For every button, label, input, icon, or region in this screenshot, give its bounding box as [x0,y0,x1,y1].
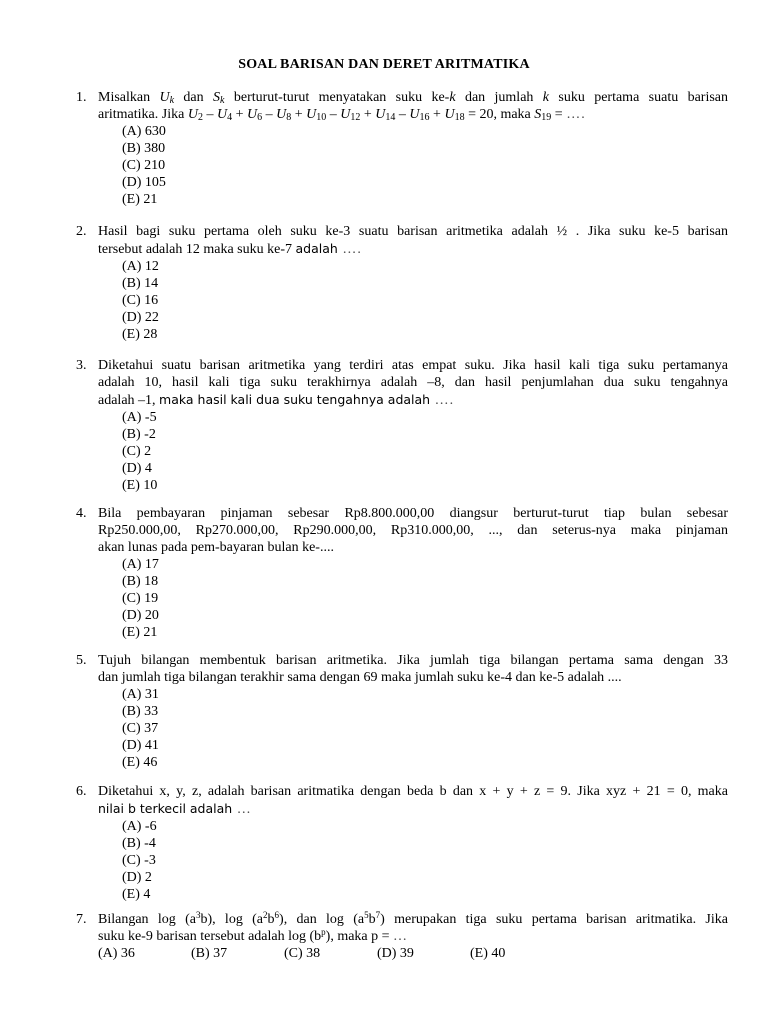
question-text [98,911,728,945]
option-b: (B) 14 [122,276,159,291]
option-b: (B) 37 [191,946,228,961]
option-a: (A) 17 [122,557,159,572]
question-line: dan jumlah tiga bilangan terakhir sama dengan 69 maka jumlah suku ke-4 dan ke-5 adalah .... [98,670,622,685]
option-a: (A) -5 [122,410,157,425]
question-line: nilai b terkecil adalah … [98,801,252,817]
question-text [98,223,728,258]
question-line: akan lunas pada pem-bayaran bulan ke-.... [98,540,334,555]
option-e: (E) 40 [470,946,506,961]
question-5 [76,652,728,771]
question-text [98,357,728,409]
question-line: aritmatika. Jika $U_2 - U_4 + U_6 - U_8 + U_{10} - U_{12} + U_{14} - U_{16} + U_{18} = 20$, maka $S_{19}$ = …. [98,107,586,123]
option-e: (E) 46 [122,755,158,770]
equation-term: $U_{18} = 20$, maka [444,107,535,123]
option-b: (B) -4 [122,836,156,851]
option-d: (D) 105 [122,175,166,190]
question-4 [76,505,728,641]
options-list [122,409,728,494]
option-c: (C) 37 [122,721,159,736]
option-b: (B) 18 [122,574,159,589]
question-3 [76,357,728,494]
equation-term: $U_8$ + [276,107,307,123]
question-number: 4. [76,506,87,521]
question-line: Misalkan $U_k$ dan $S_k$ berturut-turut menyatakan suku ke-k dan jumlah k suku pertama suatu barisan [98,90,729,106]
options-list [122,258,728,343]
question-line: Tujuh bilangan membentuk barisan aritmetika. Jika jumlah tiga bilangan pertama sama dengan 33 [98,653,728,668]
question-line: suku ke-9 barisan tersebut adalah $\log (b^p)$, maka p = … [98,927,409,944]
option-a: (A) 31 [122,687,159,702]
question-line: Diketahui x, y, z, adalah barisan aritmatika dengan beda b dan x + y + z = 9. Jika xyz + 21 = 0, maka [98,784,728,799]
equation-term: $U_{14}$ – [375,107,410,123]
option-c: (C) 2 [122,444,152,459]
options-list [122,818,728,903]
question-2 [76,223,728,343]
equation-term: $U_6$ – [246,107,277,123]
question-text [98,783,728,818]
question-line: Rp250.000,00, Rp270.000,00, Rp290.000,00, Rp310.000,00, ..., dan seterus-nya maka pinjaman [98,523,728,538]
question-7 [76,911,728,962]
option-c: (C) 16 [122,293,159,308]
options-row [98,945,728,962]
question-number: 2. [76,224,87,239]
question-text [98,505,728,556]
option-e: (E) 21 [122,625,158,640]
option-a: (A) -6 [122,819,157,834]
option-a: (A) 630 [122,124,166,139]
question-number: 3. [76,358,87,373]
options-list [122,123,728,208]
equation-term: $U_4$ + [216,107,247,123]
option-d: (D) 41 [122,738,159,753]
option-a: (A) 12 [122,259,159,274]
option-b: (B) 33 [122,704,159,719]
option-e: (E) 10 [122,478,158,493]
question-1 [76,89,728,208]
option-c: (C) 19 [122,591,159,606]
equation [188,107,534,122]
option-a: (A) 36 [98,946,135,961]
option-d: (D) 2 [122,870,152,885]
option-e: (E) 21 [122,192,158,207]
question-number: 5. [76,653,87,668]
question-line: Diketahui suatu barisan aritmetika yang terdiri atas empat suku. Jika hasil kali tiga suku pertamanya [98,358,728,373]
equation-term: $U_{12}$ + [340,107,376,123]
question-line: Bilangan $\log (a^3b)$, $\log (a^2b^6)$, dan $\log (a^5b^7)$ merupakan tiga suku pertama barisan aritmatika. Jika [98,910,728,927]
option-e: (E) 28 [122,327,158,342]
option-c: (C) -3 [122,853,156,868]
question-number: 7. [76,912,87,927]
question-line: Hasil bagi suku pertama oleh suku ke-3 suatu barisan aritmetika adalah ½ . Jika suku ke-5 barisan [98,224,728,239]
question-number: 1. [76,90,87,105]
question-line: adalah –1, maka hasil kali dua suku tengahnya adalah …. [98,392,455,408]
equation-term: $U_2$ – [187,107,217,123]
question-line: adalah 10, hasil kali tiga suku terakhirnya adalah –8, dan hasil penjumlahan dua suku tengahnya [98,375,728,390]
question-line: Bila pembayaran pinjaman sebesar Rp8.800.000,00 diangsur berturut-turut tiap bulan sebesar [98,506,728,521]
option-c: (C) 210 [122,158,166,173]
question-6 [76,783,728,903]
options-list [122,556,728,641]
option-d: (D) 22 [122,310,159,325]
question-text [98,652,728,686]
question-line: tersebut adalah 12 maka suku ke-7 adalah …. [98,241,362,257]
option-d: (D) 20 [122,608,159,623]
option-d: (D) 39 [377,946,414,961]
options-list [122,686,728,771]
option-e: (E) 4 [122,887,151,902]
option-c: (C) 38 [284,946,321,961]
question-text [98,89,728,123]
equation-term: $U_{10}$ – [306,107,341,123]
option-b: (B) -2 [122,427,156,442]
option-d: (D) 4 [122,461,152,476]
equation-term: $U_{16}$ + [409,107,445,123]
question-number: 6. [76,784,87,799]
option-b: (B) 380 [122,141,166,156]
page-title: SOAL BARISAN DAN DERET ARITMATIKA [238,57,530,72]
